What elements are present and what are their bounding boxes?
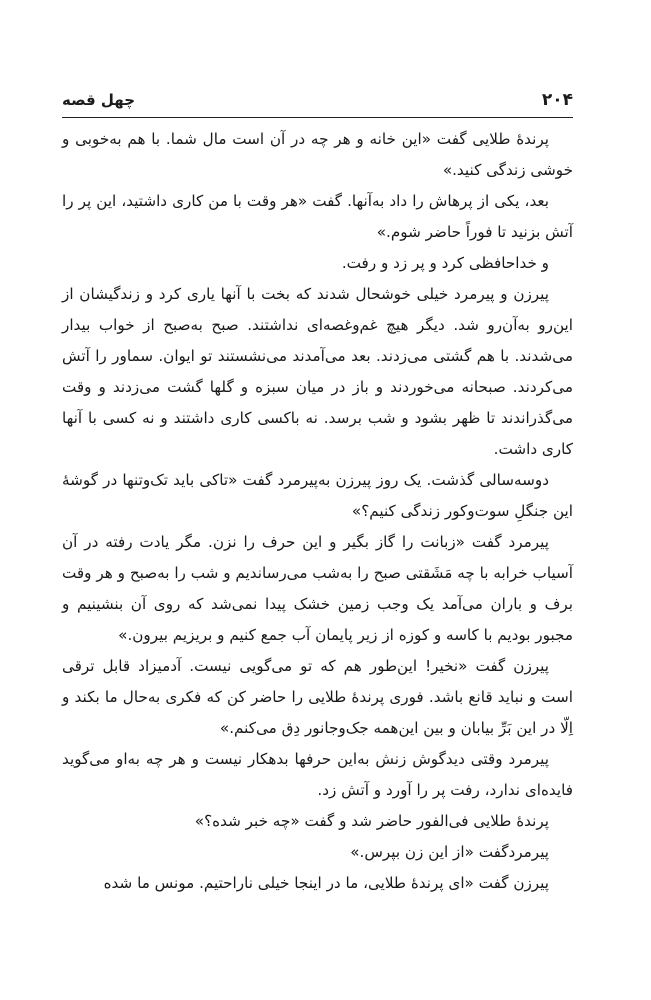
paragraph: پیرمرد گفت «زبانت را گاز بگیر و این حرف را نزن. مگر یادت رفته در آن آسیاب خرابه با چه مَشَقتی صبح را به‌شب می‌رساندیم و شب را به‌صبح و هر وقت برف و باران می‌آمد یک وجب زمین خشک پیدا نمی‌شد که روی آن بنشینیم و مجبور بودیم با کاسه و کوزه از زیر پایمان آب جمع کنیم و بریزیم بیرون.» — [62, 533, 573, 644]
paragraph: بعد، یکی از پرهاش را داد به‌آنها. گفت «هر وقت با من کاری داشتید، این پر را آتش بزنید تا فوراً حاضر شوم.» — [62, 192, 573, 241]
paragraph: دوسه‌سالی گذشت. یک روز پیرزن به‌پیرمرد گفت «تاکی باید تک‌وتنها در گوشهٔ این جنگلِ سوت‌وکور زندگی کنیم؟» — [62, 471, 573, 520]
running-title: چهل قصه — [62, 91, 136, 109]
paragraph: پرندهٔ طلایی فی‌الفور حاضر شد و گفت «چه خبر شده؟» — [194, 812, 549, 830]
paragraph: پیرزن گفت «نخیر! این‌طور هم که تو می‌گویی نیست. آدمیزاد قابل ترقی است و نباید قانع باشد. فوری پرندهٔ طلایی را حاضر کن که فکری به‌حال ما بکند و اِلّا در این بَرِّ بیابان و بین این‌همه جک‌وجانور دِق می‌کنم.» — [62, 657, 573, 737]
paragraph: پیرمردگفت «از این زن بپرس.» — [350, 843, 549, 861]
body-text — [62, 124, 573, 899]
paragraph: پیرزن گفت «ای پرندهٔ طلایی، ما در اینجا خیلی ناراحتیم. مونس ما شده — [103, 874, 549, 892]
page-number: ۲۰۴ — [541, 90, 573, 110]
paragraph: پیرزن و پیرمرد خیلی خوشحال شدند که بخت با آنها یاری کرد و زندگیشان از این‌رو به‌آن‌رو شد. دیگر هیچ غم‌وغصه‌ای نداشتند. صبح به‌صبح از خواب بیدار می‌شدند. با هم گشتی می‌زدند. بعد می‌آمدند می‌نشستند تو ایوان. سماور را آتش می‌کردند. صبحانه می‌خوردند و باز در میان سبزه و گلها گشت می‌زدند و وقت می‌گذراندند تا ظهر بشود و شب برسد. نه باکسی کاری داشتند و نه کسی با آنها کاری داشت. — [62, 285, 573, 458]
page-header — [62, 88, 573, 116]
paragraph: و خداحافظی کرد و پر زد و رفت. — [341, 254, 549, 272]
header-rule — [62, 117, 573, 118]
paragraph: پیرمرد وقتی دیدگوش زنش به‌این حرفها بدهکار نیست و هر چه به‌او می‌گوید فایده‌ای ندارد، رفت پر را آورد و آتش زد. — [62, 750, 573, 799]
paragraph: پرندهٔ طلایی گفت «این خانه و هر چه در آن است مال شما. با هم به‌خوبی و خوشی زندگی کنید.» — [62, 130, 573, 179]
